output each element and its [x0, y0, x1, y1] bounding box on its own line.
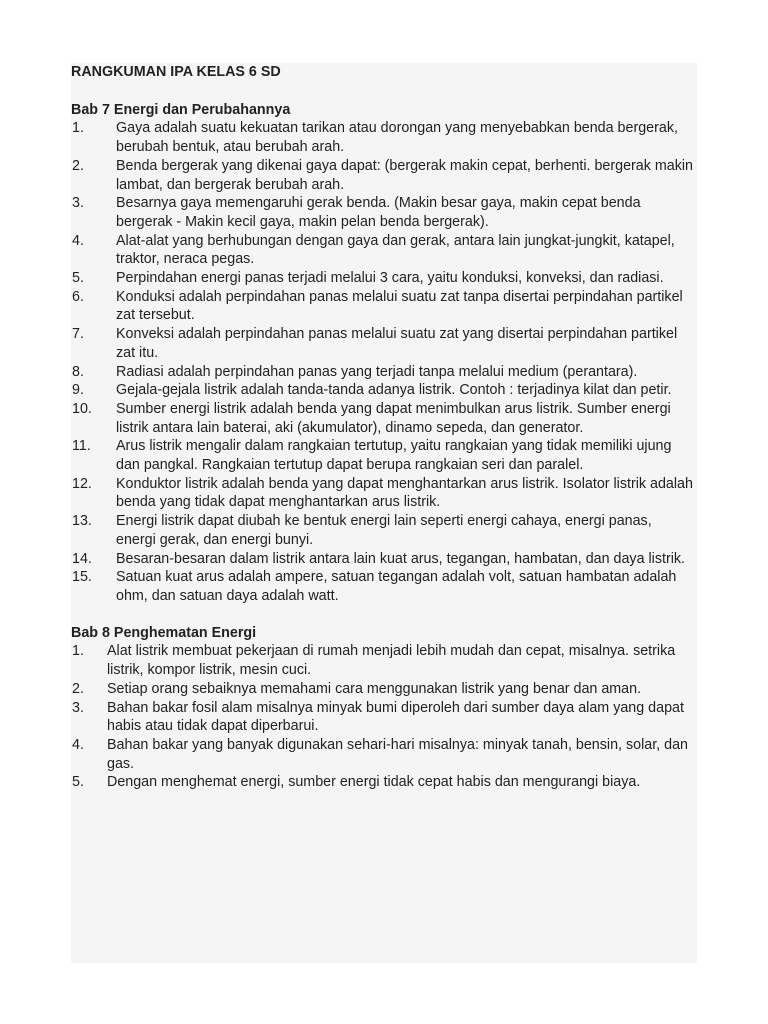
- section-heading-bab-7: Bab 7 Energi dan Perubahannya: [71, 101, 291, 118]
- list-item: [71, 232, 697, 269]
- list-item: [71, 437, 697, 474]
- item-number: 11.: [72, 438, 91, 455]
- item-text: Perpindahan energi panas terjadi melalui 3 cara, yaitu konduksi, konveksi, dan radiasi.: [116, 270, 664, 287]
- list-item: [71, 381, 697, 400]
- item-text: Sumber energi listrik adalah benda yang dapat menimbulkan arus listrik. Sumber energi listrik antara lain baterai, aki (akumulator), dinamo sepeda, dan generator.: [116, 400, 671, 436]
- item-number: 4.: [72, 232, 84, 249]
- item-number: 12.: [72, 475, 92, 492]
- item-number: 4.: [72, 736, 84, 753]
- document-title: RANGKUMAN IPA KELAS 6 SD: [71, 64, 281, 80]
- item-text: Bahan bakar yang banyak digunakan sehari-hari misalnya: minyak tanah, bensin, solar, dan gas.: [107, 736, 688, 772]
- list-item: [71, 269, 697, 288]
- list-item: [71, 288, 697, 325]
- item-text: Dengan menghemat energi, sumber energi tidak cepat habis dan mengurangi biaya.: [107, 774, 641, 791]
- list-item: [71, 119, 697, 156]
- item-number: 3.: [72, 195, 84, 212]
- list-item: [71, 194, 697, 231]
- item-text: Besarnya gaya memengaruhi gerak benda. (Makin besar gaya, makin cepat benda bergerak - Makin kecil gaya, makin pelan benda bergerak).: [116, 195, 641, 230]
- item-number: 1.: [72, 120, 84, 137]
- item-text: Satuan kuat arus adalah ampere, satuan tegangan adalah volt, satuan hambatan adalah ohm, dan satuan daya adalah watt.: [116, 569, 677, 604]
- list-item: [71, 773, 697, 792]
- item-text: Radiasi adalah perpindahan panas yang terjadi tanpa melalui medium (perantara).: [116, 363, 638, 380]
- item-text: Benda bergerak yang dikenai gaya dapat: (bergerak makin cepat, berhenti. bergerak makin lambat, dan bergerak berubah arah.: [116, 157, 693, 193]
- list-item: [71, 699, 697, 736]
- item-text: Besaran-besaran dalam listrik antara lain kuat arus, tegangan, hambatan, dan daya listrik.: [116, 550, 686, 567]
- item-text: Alat listrik membuat pekerjaan di rumah menjadi lebih mudah dan cepat, misalnya. setrika listrik, kompor listrik, mesin cuci.: [107, 643, 676, 679]
- item-text: Arus listrik mengalir dalam rangkaian tertutup, yaitu rangkaian yang tidak memiliki ujung dan pangkal. Rangkaian tertutup dapat berupa rangkaian seri dan paralel.: [116, 438, 672, 474]
- item-text: Gejala-gejala listrik adalah tanda-tanda adanya listrik. Contoh : terjadinya kilat dan petir.: [116, 382, 672, 399]
- item-text: Bahan bakar fosil alam misalnya minyak bumi diperoleh dari sumber daya alam yang dapat habis atau tidak dapat diperbarui.: [107, 699, 684, 735]
- item-number: 8.: [72, 363, 84, 380]
- item-number: 9.: [72, 382, 84, 399]
- spacer: [71, 82, 697, 101]
- item-text: Konduksi adalah perpindahan panas melalui suatu zat tanpa disertai perpindahan partikel zat tersebut.: [116, 288, 683, 324]
- item-number: 3.: [72, 699, 84, 716]
- list-item: [71, 680, 697, 699]
- item-text: Konveksi adalah perpindahan panas melalui suatu zat yang disertai perpindahan partikel zat itu.: [116, 326, 678, 361]
- list-item: [71, 400, 697, 437]
- item-number: 1.: [72, 643, 84, 660]
- item-text: Alat-alat yang berhubungan dengan gaya dan gerak, antara lain jungkat-jungkit, katapel, traktor, neraca pegas.: [116, 232, 675, 268]
- list-item: [71, 157, 697, 194]
- list-item: [71, 512, 697, 549]
- spacer: [71, 606, 697, 624]
- item-number: 13.: [72, 513, 92, 530]
- item-text: Konduktor listrik adalah benda yang dapat menghantarkan arus listrik. Isolator listrik adalah benda yang tidak dapat menghantarkan arus listrik.: [116, 475, 693, 511]
- list-item: [71, 736, 697, 773]
- bab-7-list: [71, 119, 697, 605]
- list-item: [71, 550, 697, 569]
- list-item: [71, 642, 697, 679]
- item-number: 10.: [72, 400, 92, 417]
- list-item: [71, 363, 697, 382]
- item-text: Setiap orang sebaiknya memahami cara menggunakan listrik yang benar dan aman.: [107, 680, 642, 697]
- item-number: 5.: [72, 270, 84, 287]
- item-text: Energi listrik dapat diubah ke bentuk energi lain seperti energi cahaya, energi panas, energi gerak, dan energi bunyi.: [116, 513, 652, 548]
- item-text: Gaya adalah suatu kekuatan tarikan atau dorongan yang menyebabkan benda bergerak, berubah bentuk, atau berubah arah.: [116, 120, 678, 156]
- section-heading-bab-8: Bab 8 Penghematan Energi: [71, 624, 257, 641]
- list-item: [71, 568, 697, 605]
- item-number: 6.: [72, 288, 84, 305]
- item-number: 14.: [72, 550, 92, 567]
- list-item: [71, 325, 697, 362]
- bab-8-list: [71, 642, 697, 792]
- item-number: 2.: [72, 157, 84, 174]
- document-body: [71, 63, 697, 792]
- item-number: 15.: [72, 569, 92, 586]
- item-number: 5.: [72, 774, 84, 791]
- list-item: [71, 475, 697, 512]
- item-number: 7.: [72, 326, 84, 343]
- item-number: 2.: [72, 680, 84, 697]
